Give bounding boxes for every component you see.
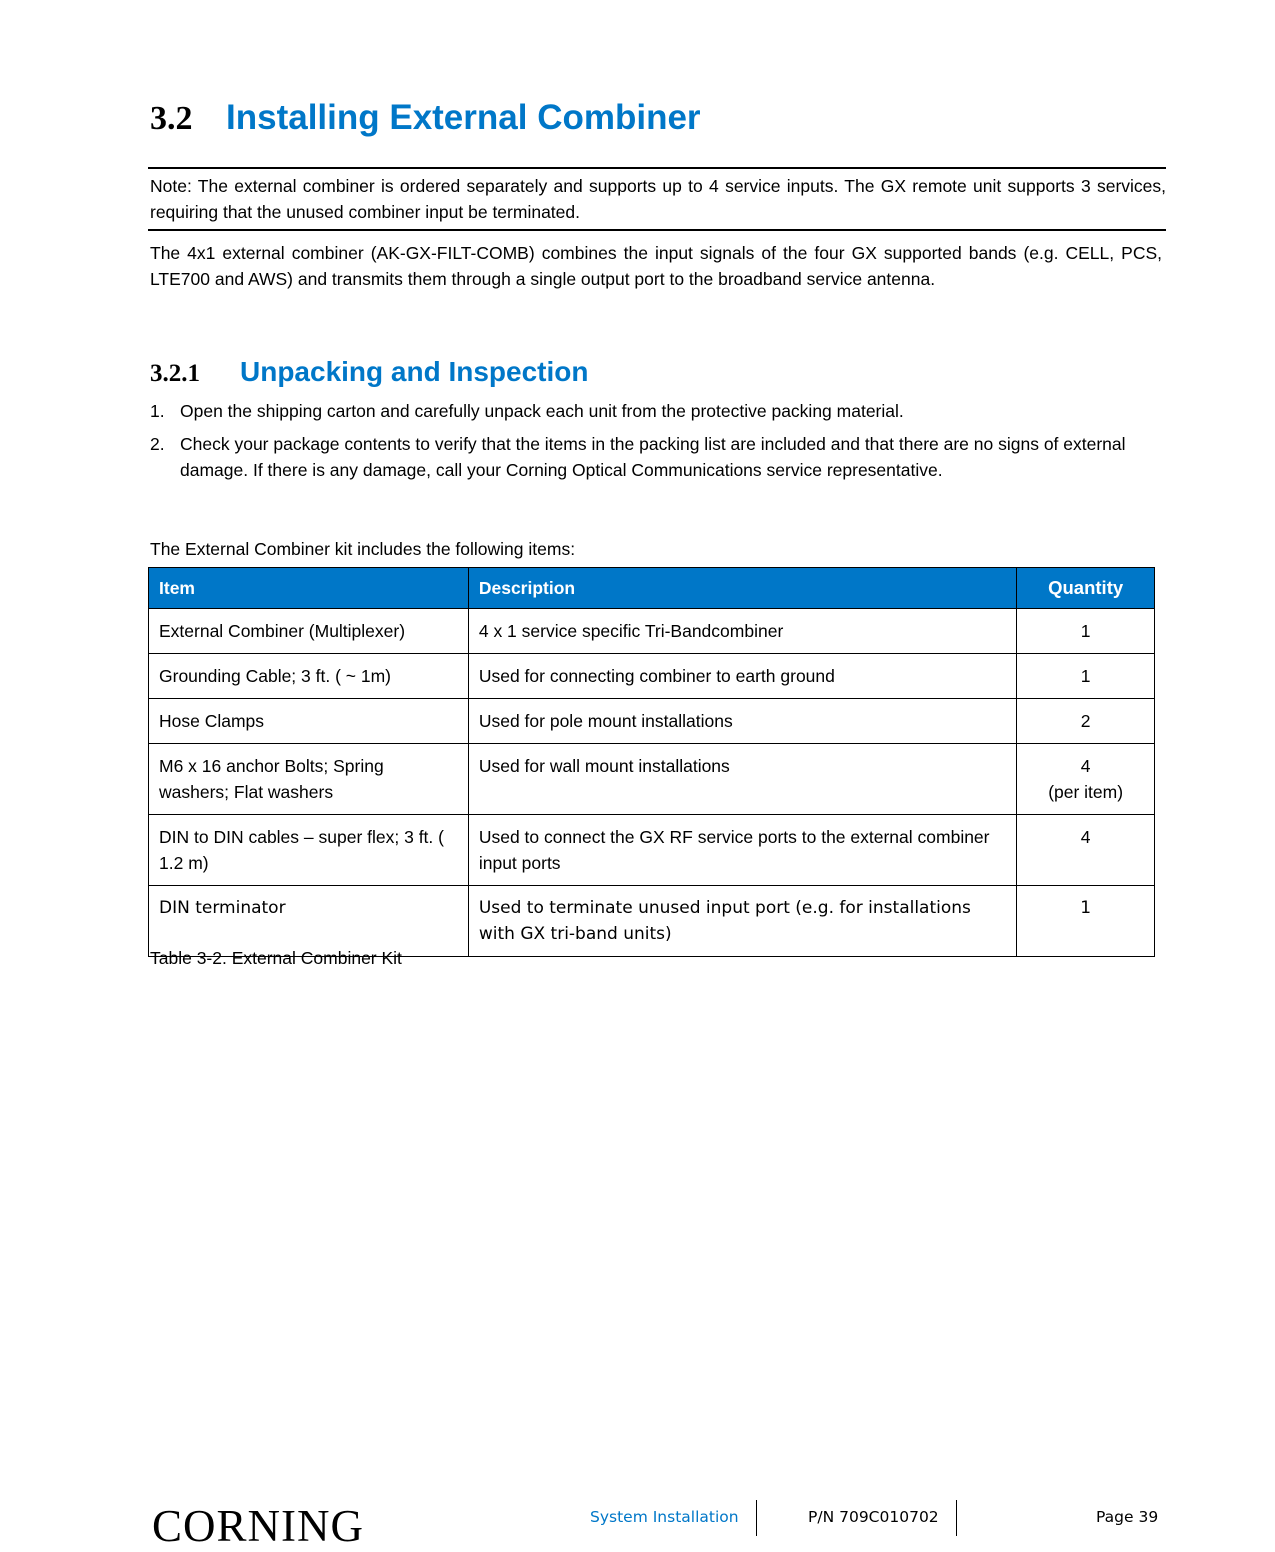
subsection-number: 3.2.1 (150, 360, 200, 387)
footer-page-number: Page 39 (1096, 1508, 1159, 1526)
cell-description: Used for connecting combiner to earth ground (468, 654, 1016, 699)
kit-intro: The External Combiner kit includes the following items: (150, 539, 576, 559)
step-text: Open the shipping carton and carefully unpack each unit from the protective packing material. (180, 401, 904, 421)
cell-quantity: 1 (1017, 886, 1155, 957)
cell-item: Grounding Cable; 3 ft. ( ~ 1m) (149, 654, 469, 699)
steps-list (150, 398, 1162, 490)
cell-quantity: 1 (1017, 609, 1155, 654)
kit-table (148, 567, 1155, 957)
footer-divider (956, 1500, 957, 1536)
table-row (149, 815, 1155, 886)
table-header-row (149, 568, 1155, 609)
list-item (150, 431, 1162, 483)
subsection-title: Unpacking and Inspection (240, 356, 589, 387)
cell-quantity: 1 (1017, 654, 1155, 699)
cell-item: DIN to DIN cables – super flex; 3 ft. ( 1.2 m) (149, 815, 469, 886)
header-description: Description (468, 568, 1016, 609)
cell-item: DIN terminator (149, 886, 469, 957)
cell-description: Used to connect the GX RF service ports to the external combiner input ports (468, 815, 1016, 886)
step-number: 1. (150, 401, 165, 421)
step-text: Check your package contents to verify that the items in the packing list are included and that there are no signs of external damage. If there is any damage, call your Corning Optical Communications service representative. (180, 434, 1126, 480)
footer-section-name: System Installation (590, 1508, 739, 1526)
header-quantity: Quantity (1017, 568, 1155, 609)
footer-part-number: P/N 709C010702 (808, 1508, 939, 1526)
table-row (149, 699, 1155, 744)
table-row (149, 609, 1155, 654)
section-title: Installing External Combiner (226, 98, 701, 137)
table-row (149, 654, 1155, 699)
corning-logo: CORNING (152, 1501, 365, 1551)
table-row (149, 744, 1155, 815)
cell-quantity (1017, 744, 1155, 815)
section-number: 3.2 (150, 100, 193, 137)
cell-description: 4 x 1 service specific Tri-Bandcombiner (468, 609, 1016, 654)
table-row (149, 886, 1155, 957)
quantity-value: 4 (1080, 756, 1091, 776)
intro-paragraph: The 4x1 external combiner (AK-GX-FILT-COMB) combines the input signals of the four GX supported bands (e.g. CELL, PCS, LTE700 and AWS) and transmits them through a single output port to the broadband service antenna. (150, 243, 1162, 289)
cell-item: External Combiner (Multiplexer) (149, 609, 469, 654)
header-item: Item (149, 568, 469, 609)
subsection-heading (150, 356, 588, 388)
cell-description: Used to terminate unused input port (e.g. for installations with GX tri-band units) (468, 886, 1016, 957)
list-item (150, 398, 1162, 424)
cell-quantity: 4 (1017, 815, 1155, 886)
cell-item: Hose Clamps (149, 699, 469, 744)
cell-description: Used for pole mount installations (468, 699, 1016, 744)
note-box: Note: The external combiner is ordered separately and supports up to 4 service inputs. The GX remote unit supports 3 services, requiring that the unused combiner input be terminated. (148, 167, 1166, 231)
cell-item: M6 x 16 anchor Bolts; Spring washers; Flat washers (149, 744, 469, 815)
table-caption: Table 3-2. External Combiner Kit (150, 948, 402, 968)
footer-divider (756, 1500, 757, 1536)
section-heading (150, 98, 701, 138)
cell-quantity: 2 (1017, 699, 1155, 744)
step-number: 2. (150, 434, 165, 454)
cell-description: Used for wall mount installations (468, 744, 1016, 815)
quantity-note: (per item) (1048, 782, 1124, 802)
